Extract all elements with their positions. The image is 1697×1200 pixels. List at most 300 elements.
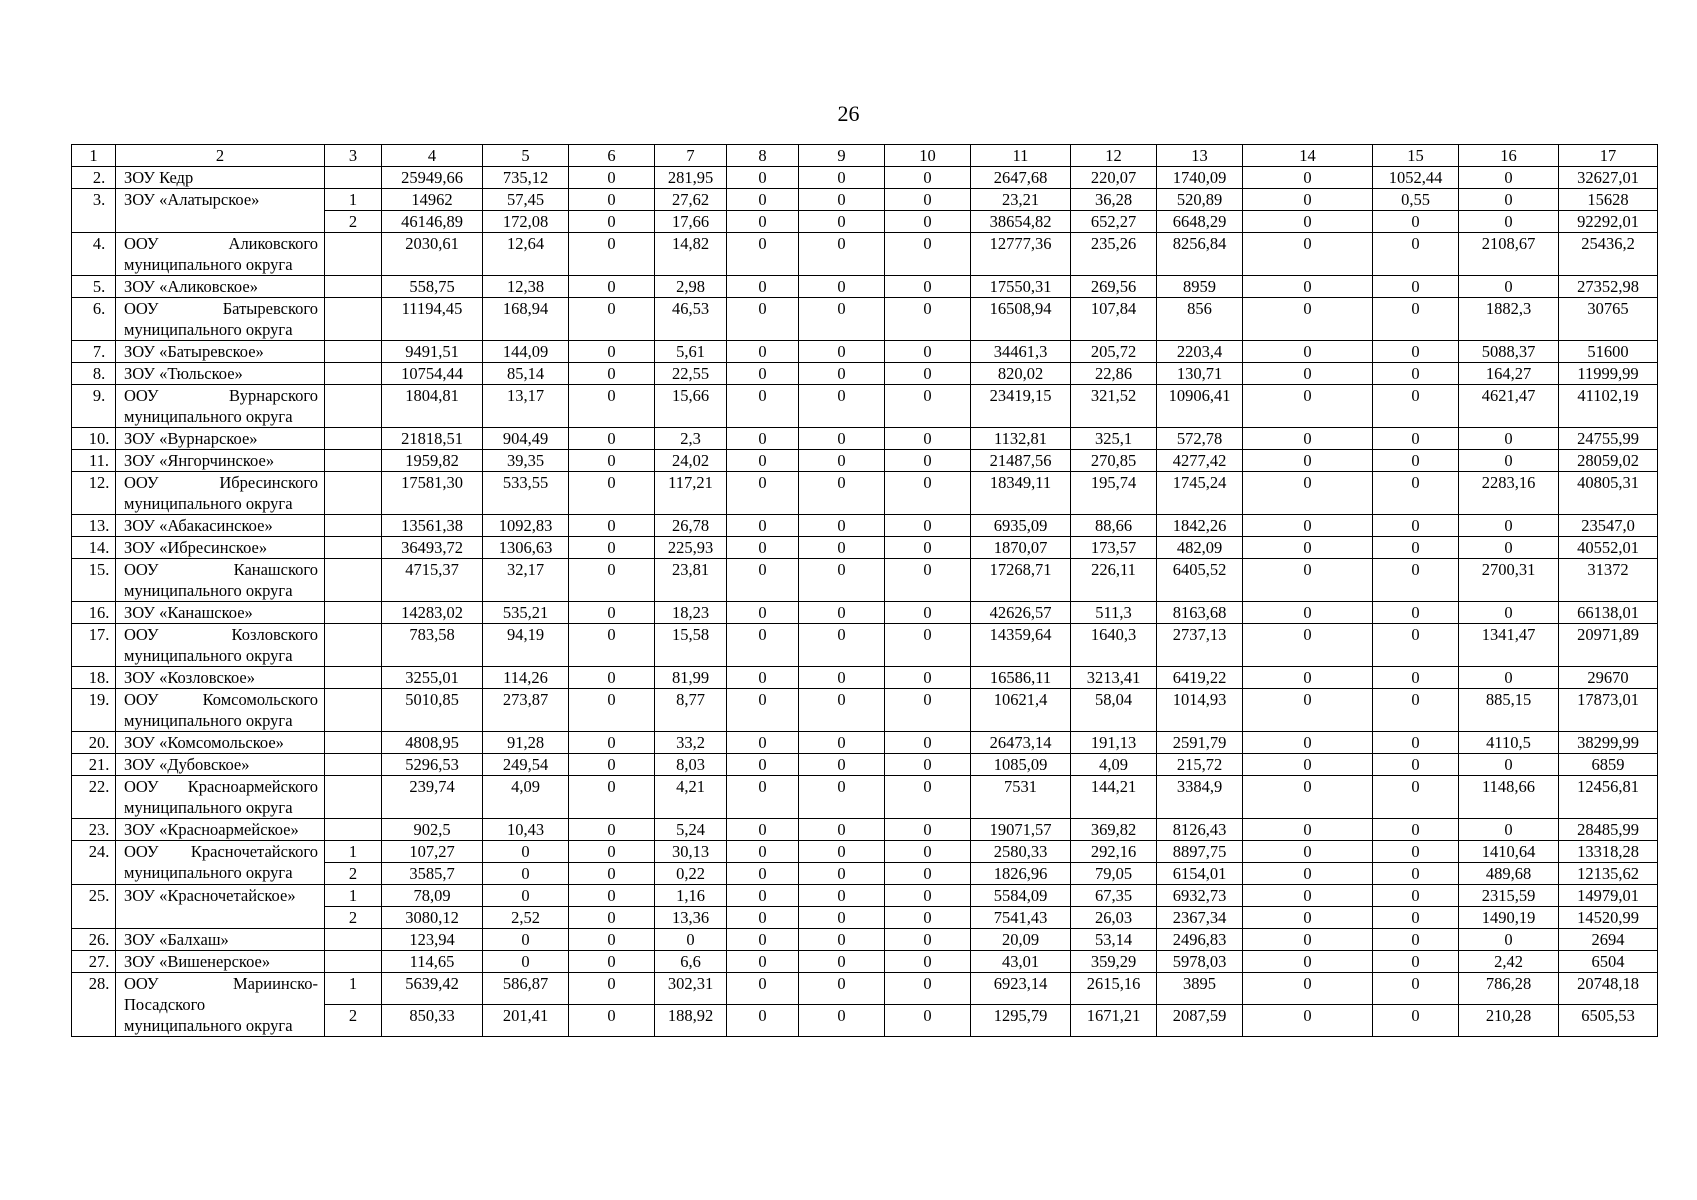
value-cell: 0 <box>569 385 655 428</box>
value-cell: 0 <box>1373 233 1459 276</box>
value-cell: 0 <box>1373 973 1459 1005</box>
value-cell: 0 <box>727 211 799 233</box>
value-cell: 0 <box>885 624 971 667</box>
value-cell: 5,24 <box>655 819 727 841</box>
value-cell: 0 <box>1373 515 1459 537</box>
value-cell: 14962 <box>382 189 483 211</box>
value-cell: 21818,51 <box>382 428 483 450</box>
value-cell: 0 <box>569 189 655 211</box>
value-cell: 239,74 <box>382 776 483 819</box>
row-subindex <box>325 472 382 515</box>
value-cell: 2,52 <box>483 907 569 929</box>
value-cell: 0 <box>1243 951 1373 973</box>
value-cell: 0 <box>799 428 885 450</box>
value-cell: 0 <box>799 841 885 863</box>
value-cell: 25436,2 <box>1559 233 1658 276</box>
value-cell: 26,78 <box>655 515 727 537</box>
row-index: 20. <box>72 732 116 754</box>
value-cell: 0 <box>1373 341 1459 363</box>
value-cell: 2,98 <box>655 276 727 298</box>
value-cell: 0 <box>799 907 885 929</box>
value-cell: 6504 <box>1559 951 1658 973</box>
row-index: 19. <box>72 689 116 732</box>
value-cell: 41102,19 <box>1559 385 1658 428</box>
value-cell: 8,03 <box>655 754 727 776</box>
value-cell: 4,09 <box>483 776 569 819</box>
value-cell: 0 <box>727 732 799 754</box>
row-index: 3. <box>72 189 116 233</box>
value-cell: 0 <box>799 1005 885 1037</box>
header-cell: 13 <box>1157 145 1243 167</box>
value-cell: 2,3 <box>655 428 727 450</box>
value-cell: 92292,01 <box>1559 211 1658 233</box>
row-name: ЗОУ Кедр <box>116 167 325 189</box>
value-cell: 164,27 <box>1459 363 1559 385</box>
value-cell: 0 <box>1373 1005 1459 1037</box>
value-cell: 0 <box>1243 298 1373 341</box>
value-cell: 0 <box>799 276 885 298</box>
value-cell: 43,01 <box>971 951 1071 973</box>
value-cell: 16586,11 <box>971 667 1071 689</box>
value-cell: 14520,99 <box>1559 907 1658 929</box>
value-cell: 0 <box>1373 841 1459 863</box>
value-cell: 2700,31 <box>1459 559 1559 602</box>
table-row <box>72 951 1658 973</box>
value-cell: 0 <box>1243 841 1373 863</box>
value-cell: 0 <box>885 472 971 515</box>
value-cell: 0 <box>799 602 885 624</box>
value-cell: 0 <box>1243 537 1373 559</box>
value-cell: 17550,31 <box>971 276 1071 298</box>
value-cell: 0 <box>1373 428 1459 450</box>
row-subindex <box>325 233 382 276</box>
row-subindex: 1 <box>325 841 382 863</box>
value-cell: 51600 <box>1559 341 1658 363</box>
value-cell: 0 <box>885 189 971 211</box>
value-cell: 0 <box>569 602 655 624</box>
value-cell: 114,65 <box>382 951 483 973</box>
value-cell: 0 <box>799 863 885 885</box>
value-cell: 0 <box>727 754 799 776</box>
table-row <box>72 276 1658 298</box>
value-cell: 1306,63 <box>483 537 569 559</box>
row-subindex: 2 <box>325 907 382 929</box>
value-cell: 0 <box>1373 819 1459 841</box>
value-cell: 482,09 <box>1157 537 1243 559</box>
value-cell: 0 <box>1373 298 1459 341</box>
value-cell: 94,19 <box>483 624 569 667</box>
header-row <box>72 145 1658 167</box>
value-cell: 13561,38 <box>382 515 483 537</box>
value-cell: 0 <box>1373 885 1459 907</box>
value-cell: 0 <box>1243 341 1373 363</box>
value-cell: 2367,34 <box>1157 907 1243 929</box>
value-cell: 1640,3 <box>1071 624 1157 667</box>
value-cell: 57,45 <box>483 189 569 211</box>
value-cell: 1341,47 <box>1459 624 1559 667</box>
table-row <box>72 929 1658 951</box>
table-row <box>72 624 1658 667</box>
value-cell: 0 <box>1373 537 1459 559</box>
value-cell: 79,05 <box>1071 863 1157 885</box>
value-cell: 11999,99 <box>1559 363 1658 385</box>
value-cell: 8897,75 <box>1157 841 1243 863</box>
row-name: ЗОУ «Аликовское» <box>116 276 325 298</box>
row-name: ООУ Красноармейского муниципального округа <box>116 776 325 819</box>
value-cell: 88,66 <box>1071 515 1157 537</box>
row-subindex <box>325 341 382 363</box>
value-cell: 0 <box>885 732 971 754</box>
value-cell: 38299,99 <box>1559 732 1658 754</box>
table-row <box>72 885 1658 907</box>
value-cell: 302,31 <box>655 973 727 1005</box>
row-subindex: 2 <box>325 863 382 885</box>
row-subindex <box>325 929 382 951</box>
value-cell: 2591,79 <box>1157 732 1243 754</box>
value-cell: 25949,66 <box>382 167 483 189</box>
value-cell: 0 <box>1243 863 1373 885</box>
value-cell: 188,92 <box>655 1005 727 1037</box>
value-cell: 249,54 <box>483 754 569 776</box>
header-cell: 17 <box>1559 145 1658 167</box>
value-cell: 783,58 <box>382 624 483 667</box>
value-cell: 0 <box>885 754 971 776</box>
value-cell: 12,38 <box>483 276 569 298</box>
value-cell: 12135,62 <box>1559 863 1658 885</box>
table-row <box>72 341 1658 363</box>
value-cell: 292,16 <box>1071 841 1157 863</box>
page-number: 26 <box>837 101 860 126</box>
header-cell: 9 <box>799 145 885 167</box>
value-cell: 0 <box>1243 189 1373 211</box>
value-cell: 15,66 <box>655 385 727 428</box>
value-cell: 40552,01 <box>1559 537 1658 559</box>
value-cell: 0 <box>1373 929 1459 951</box>
value-cell: 269,56 <box>1071 276 1157 298</box>
value-cell: 0 <box>727 929 799 951</box>
table-row <box>72 298 1658 341</box>
value-cell: 4277,42 <box>1157 450 1243 472</box>
value-cell: 0 <box>727 167 799 189</box>
value-cell: 6405,52 <box>1157 559 1243 602</box>
value-cell: 6932,73 <box>1157 885 1243 907</box>
value-cell: 0 <box>1243 973 1373 1005</box>
row-subindex <box>325 819 382 841</box>
value-cell: 19071,57 <box>971 819 1071 841</box>
table-row <box>72 602 1658 624</box>
value-cell: 321,52 <box>1071 385 1157 428</box>
value-cell: 0 <box>727 841 799 863</box>
row-name: ЗОУ «Алатырское» <box>116 189 325 233</box>
header-cell: 6 <box>569 145 655 167</box>
value-cell: 0 <box>799 341 885 363</box>
value-cell: 3585,7 <box>382 863 483 885</box>
value-cell: 0 <box>569 211 655 233</box>
table-row <box>72 819 1658 841</box>
value-cell: 5296,53 <box>382 754 483 776</box>
row-subindex: 1 <box>325 189 382 211</box>
value-cell: 0 <box>885 167 971 189</box>
value-cell: 66138,01 <box>1559 602 1658 624</box>
value-cell: 0 <box>885 341 971 363</box>
value-cell: 652,27 <box>1071 211 1157 233</box>
row-name: ЗОУ «Балхаш» <box>116 929 325 951</box>
value-cell: 0 <box>569 428 655 450</box>
row-name: ООУ Комсомольского муниципального округа <box>116 689 325 732</box>
value-cell: 195,74 <box>1071 472 1157 515</box>
value-cell: 0 <box>569 1005 655 1037</box>
value-cell: 0 <box>885 428 971 450</box>
value-cell: 0 <box>1373 624 1459 667</box>
value-cell: 0 <box>799 450 885 472</box>
value-cell: 0 <box>1243 754 1373 776</box>
value-cell: 0 <box>727 515 799 537</box>
value-cell: 0 <box>1459 754 1559 776</box>
value-cell: 2087,59 <box>1157 1005 1243 1037</box>
value-cell: 215,72 <box>1157 754 1243 776</box>
value-cell: 20,09 <box>971 929 1071 951</box>
value-cell: 533,55 <box>483 472 569 515</box>
row-subindex <box>325 363 382 385</box>
value-cell: 586,87 <box>483 973 569 1005</box>
value-cell: 0 <box>569 167 655 189</box>
value-cell: 0 <box>727 233 799 276</box>
value-cell: 0 <box>569 776 655 819</box>
value-cell: 172,08 <box>483 211 569 233</box>
value-cell: 24,02 <box>655 450 727 472</box>
value-cell: 0 <box>1243 907 1373 929</box>
value-cell: 0 <box>1373 211 1459 233</box>
value-cell: 23,81 <box>655 559 727 602</box>
value-cell: 0 <box>1373 450 1459 472</box>
value-cell: 369,82 <box>1071 819 1157 841</box>
row-name: ООУ Козловского муниципального округа <box>116 624 325 667</box>
value-cell: 0 <box>799 973 885 1005</box>
table-row <box>72 841 1658 863</box>
value-cell: 0 <box>569 819 655 841</box>
value-cell: 0 <box>569 450 655 472</box>
value-cell: 27352,98 <box>1559 276 1658 298</box>
row-name: ЗОУ «Козловское» <box>116 667 325 689</box>
value-cell: 9491,51 <box>382 341 483 363</box>
row-index: 21. <box>72 754 116 776</box>
row-subindex <box>325 515 382 537</box>
value-cell: 6923,14 <box>971 973 1071 1005</box>
value-cell: 0 <box>885 233 971 276</box>
value-cell: 0 <box>1459 450 1559 472</box>
value-cell: 13,36 <box>655 907 727 929</box>
value-cell: 18,23 <box>655 602 727 624</box>
row-index: 15. <box>72 559 116 602</box>
row-index: 28. <box>72 973 116 1037</box>
value-cell: 0 <box>1243 819 1373 841</box>
value-cell: 535,21 <box>483 602 569 624</box>
value-cell: 0 <box>727 428 799 450</box>
value-cell: 0 <box>885 951 971 973</box>
value-cell: 0 <box>727 885 799 907</box>
value-cell: 5584,09 <box>971 885 1071 907</box>
header-cell: 14 <box>1243 145 1373 167</box>
row-subindex <box>325 667 382 689</box>
value-cell: 15,58 <box>655 624 727 667</box>
table-row <box>72 667 1658 689</box>
row-name: ООУ Красночетайского муниципального округа <box>116 841 325 885</box>
value-cell: 0 <box>569 754 655 776</box>
value-cell: 0 <box>885 819 971 841</box>
value-cell: 0 <box>799 472 885 515</box>
value-cell: 46146,89 <box>382 211 483 233</box>
value-cell: 1804,81 <box>382 385 483 428</box>
value-cell: 0 <box>569 298 655 341</box>
value-cell: 0 <box>569 951 655 973</box>
value-cell: 20748,18 <box>1559 973 1658 1005</box>
value-cell: 786,28 <box>1459 973 1559 1005</box>
value-cell: 10621,4 <box>971 689 1071 732</box>
value-cell: 2,42 <box>1459 951 1559 973</box>
value-cell: 36,28 <box>1071 189 1157 211</box>
value-cell: 10906,41 <box>1157 385 1243 428</box>
value-cell: 3255,01 <box>382 667 483 689</box>
row-name: ЗОУ «Комсомольское» <box>116 732 325 754</box>
value-cell: 20971,89 <box>1559 624 1658 667</box>
value-cell: 0 <box>1373 667 1459 689</box>
value-cell: 0 <box>727 385 799 428</box>
value-cell: 0 <box>1373 689 1459 732</box>
table-row <box>72 472 1658 515</box>
value-cell: 123,94 <box>382 929 483 951</box>
value-cell: 3080,12 <box>382 907 483 929</box>
table-row <box>72 732 1658 754</box>
header-cell: 1 <box>72 145 116 167</box>
value-cell: 0 <box>1373 951 1459 973</box>
value-cell: 0 <box>569 472 655 515</box>
value-cell: 18349,11 <box>971 472 1071 515</box>
row-index: 12. <box>72 472 116 515</box>
value-cell: 3384,9 <box>1157 776 1243 819</box>
value-cell: 0 <box>727 602 799 624</box>
table-row <box>72 689 1658 732</box>
table-row <box>72 537 1658 559</box>
value-cell: 2283,16 <box>1459 472 1559 515</box>
value-cell: 210,28 <box>1459 1005 1559 1037</box>
value-cell: 0 <box>1459 515 1559 537</box>
table-row <box>72 515 1658 537</box>
value-cell: 0 <box>727 298 799 341</box>
value-cell: 572,78 <box>1157 428 1243 450</box>
row-subindex <box>325 298 382 341</box>
value-cell: 0 <box>799 776 885 819</box>
table-row <box>72 428 1658 450</box>
value-cell: 2203,4 <box>1157 341 1243 363</box>
value-cell: 0 <box>885 689 971 732</box>
value-cell: 0 <box>1459 537 1559 559</box>
value-cell: 0 <box>569 515 655 537</box>
value-cell: 273,87 <box>483 689 569 732</box>
value-cell: 0 <box>727 472 799 515</box>
value-cell: 67,35 <box>1071 885 1157 907</box>
row-subindex: 2 <box>325 1005 382 1037</box>
value-cell: 0 <box>885 841 971 863</box>
value-cell: 17,66 <box>655 211 727 233</box>
value-cell: 12777,36 <box>971 233 1071 276</box>
header-cell: 5 <box>483 145 569 167</box>
value-cell: 226,11 <box>1071 559 1157 602</box>
value-cell: 0 <box>483 863 569 885</box>
value-cell: 0 <box>799 515 885 537</box>
table-row <box>72 233 1658 276</box>
row-index: 5. <box>72 276 116 298</box>
value-cell: 11194,45 <box>382 298 483 341</box>
header-cell: 12 <box>1071 145 1157 167</box>
header-cell: 16 <box>1459 145 1559 167</box>
value-cell: 1671,21 <box>1071 1005 1157 1037</box>
value-cell: 0 <box>1373 732 1459 754</box>
row-subindex <box>325 732 382 754</box>
value-cell: 0 <box>727 276 799 298</box>
row-index: 26. <box>72 929 116 951</box>
value-cell: 0 <box>799 298 885 341</box>
value-cell: 0 <box>569 863 655 885</box>
value-cell: 281,95 <box>655 167 727 189</box>
value-cell: 850,33 <box>382 1005 483 1037</box>
value-cell: 5010,85 <box>382 689 483 732</box>
value-cell: 114,26 <box>483 667 569 689</box>
row-index: 9. <box>72 385 116 428</box>
value-cell: 0 <box>1243 472 1373 515</box>
value-cell: 0 <box>799 951 885 973</box>
value-cell: 0 <box>727 667 799 689</box>
row-subindex <box>325 167 382 189</box>
value-cell: 27,62 <box>655 189 727 211</box>
value-cell: 0 <box>1373 754 1459 776</box>
value-cell: 24755,99 <box>1559 428 1658 450</box>
value-cell: 902,5 <box>382 819 483 841</box>
value-cell: 117,21 <box>655 472 727 515</box>
table-row <box>72 559 1658 602</box>
value-cell: 3895 <box>1157 973 1243 1005</box>
row-subindex <box>325 754 382 776</box>
value-cell: 0 <box>1373 907 1459 929</box>
value-cell: 270,85 <box>1071 450 1157 472</box>
value-cell: 0 <box>885 1005 971 1037</box>
value-cell: 32,17 <box>483 559 569 602</box>
value-cell: 0 <box>885 211 971 233</box>
value-cell: 0 <box>1243 1005 1373 1037</box>
value-cell: 0 <box>727 341 799 363</box>
value-cell: 489,68 <box>1459 863 1559 885</box>
value-cell: 26473,14 <box>971 732 1071 754</box>
value-cell: 0 <box>799 233 885 276</box>
value-cell: 40805,31 <box>1559 472 1658 515</box>
value-cell: 22,55 <box>655 363 727 385</box>
value-cell: 17873,01 <box>1559 689 1658 732</box>
row-index: 6. <box>72 298 116 341</box>
value-cell: 0 <box>1373 276 1459 298</box>
value-cell: 0 <box>1459 211 1559 233</box>
row-name: ЗОУ «Янгорчинское» <box>116 450 325 472</box>
value-cell: 0 <box>799 537 885 559</box>
table-row <box>72 450 1658 472</box>
row-subindex <box>325 428 382 450</box>
row-name: ООУ Мариинско-Посадского муниципального округа <box>116 973 325 1037</box>
header-cell: 8 <box>727 145 799 167</box>
value-cell: 0 <box>885 385 971 428</box>
value-cell: 13,17 <box>483 385 569 428</box>
value-cell: 0 <box>885 276 971 298</box>
value-cell: 2315,59 <box>1459 885 1559 907</box>
value-cell: 85,14 <box>483 363 569 385</box>
row-index: 24. <box>72 841 116 885</box>
